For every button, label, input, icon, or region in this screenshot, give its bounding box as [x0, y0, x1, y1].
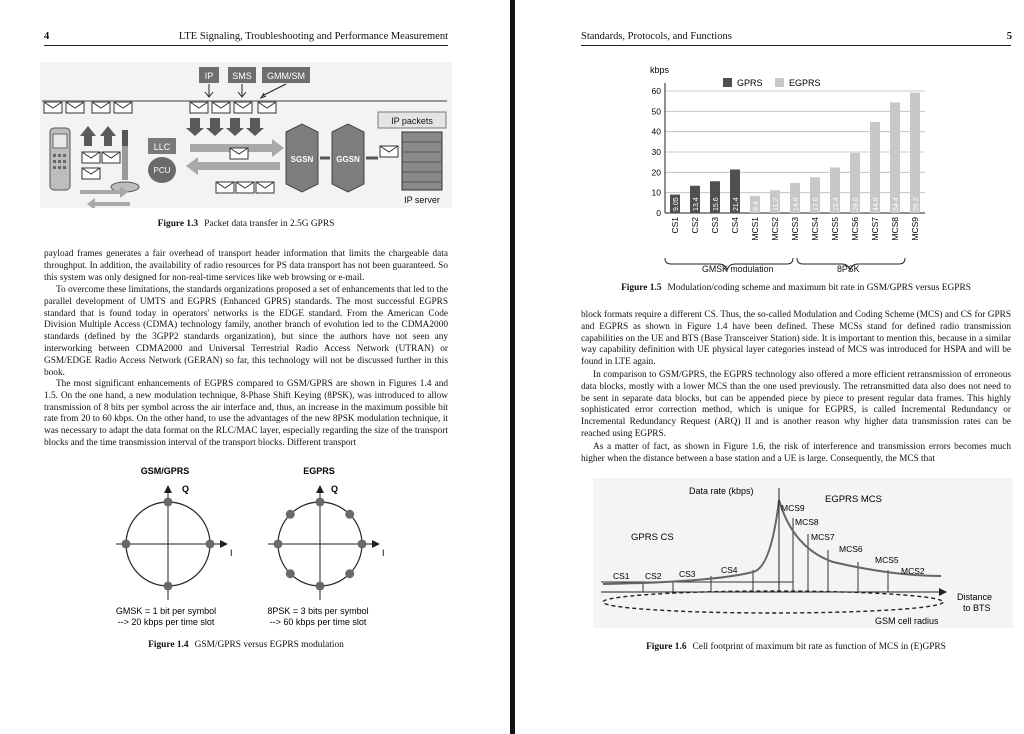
sgsn-icon — [286, 124, 318, 192]
bar — [890, 102, 900, 213]
x-tick-label: CS2 — [690, 217, 700, 234]
figure-1-5-caption: Figure 1.5 Modulation/coding scheme and maximum bit rate in GSM/GPRS versus EGPRS — [621, 283, 971, 293]
svg-text:IP server: IP server — [404, 195, 440, 205]
sms-box — [228, 67, 256, 83]
x-tick-labels — [670, 217, 920, 241]
svg-text:CS4: CS4 — [721, 565, 738, 575]
gmm-sm-box — [262, 67, 310, 83]
y-tick-label: 60 — [651, 86, 661, 96]
svg-text:IP: IP — [204, 71, 214, 81]
bar-value-label: 59.2 — [913, 197, 920, 211]
x-tick-label: MCS7 — [870, 217, 880, 241]
svg-text:Q: Q — [331, 484, 339, 494]
figure-1-6-caption: Figure 1.6 Cell footprint of maximum bit rate as function of MCS in (E)GPRS — [646, 642, 946, 652]
svg-text:IP packets: IP packets — [391, 116, 433, 126]
right-paragraph-2: In comparison to GSM/GPRS, the EGPRS technology also offered a more efficient retransmission of erroneous data blocks, mostly with a lower MCS than the one used previously. The retransmitted data also does not need to be sent in separate data blocks, but can be appended piece by piece to present regular data frames. This highly sophisticated error correction method, which is unique for EGPRS, is called Incremental Redundancy or Incremental Redundancy Request (ARQ) II and is another reason why higher data transmission rates can be reached using EGPRS. — [581, 370, 1011, 439]
bar-value-label: 21.4 — [733, 197, 740, 211]
bar-value-label: 9.05 — [673, 197, 680, 211]
x-tick-label: CS4 — [730, 217, 740, 234]
mobile-phone-icon — [50, 128, 70, 190]
x-tick-label: MCS9 — [910, 217, 920, 241]
bar-value-label: 15.6 — [713, 197, 720, 211]
figure-1-4-caption: Figure 1.4 GSM/GPRS versus EGPRS modulation — [148, 640, 344, 650]
svg-text:SMS: SMS — [232, 71, 252, 81]
svg-text:Q: Q — [182, 484, 190, 494]
y-tick-label: 20 — [651, 167, 661, 178]
bar-value-label: 11.2 — [773, 197, 780, 211]
cell-radius-label: GSM cell radius — [875, 616, 939, 626]
svg-text:GMM/SM: GMM/SM — [267, 71, 305, 81]
left-paragraph-1: payload frames generates a fair overhead of transport header information that limits the chargeable data throughput. In addition, the availability of radio resources for PS data transport has not been guaranteed. So this system was only designed for non-real-time services like web browsing or e-mail. — [44, 249, 448, 283]
x-tick-label: MCS8 — [890, 217, 900, 241]
figure-1-6-diagram — [593, 478, 1013, 628]
to-bts-label: to BTS — [963, 603, 991, 613]
svg-text:I: I — [382, 548, 385, 558]
svg-text:SGSN: SGSN — [290, 155, 314, 164]
running-head: Standards, Protocols, and Functions — [581, 31, 732, 42]
bars — [670, 93, 920, 213]
page-number: 5 — [1006, 31, 1012, 42]
y-tick-label: 0 — [656, 208, 661, 218]
x-tick-label: MCS5 — [830, 217, 840, 241]
legend-swatch — [723, 78, 732, 87]
left-paragraph-3: The most significant enhancements of EGPRS compared to GSM/GPRS are shown in Figures 1.4 and 1.5. On the one hand, a new modulation technique, 8-Phase Shift Keying (8PSK), was introduced to allow transmission of 8 bits per symbol across the air interface and, thus, an increase in the maximum possible bit rate from 20 to 60 kbps. On the other hand, to use the advantages of the new 8PSK modulation technique, it was necessary to adapt the data format on the RLC/MAC layer, especially regarding the size of the transport blocks and the time transmission interval of the transport blocks. Different transport — [44, 379, 448, 448]
svg-text:CS2: CS2 — [645, 571, 662, 581]
legend-swatch — [775, 78, 784, 87]
svg-text:MCS7: MCS7 — [811, 532, 835, 542]
svg-text:I: I — [230, 548, 233, 558]
svg-text:--> 60 kbps per time slot: --> 60 kbps per time slot — [269, 617, 367, 627]
bar-value-label: 29.6 — [853, 197, 860, 211]
constellation-point — [206, 540, 215, 549]
gprs-cs-label: GPRS CS — [631, 532, 674, 543]
x-tick-label: MCS4 — [810, 217, 820, 241]
group-braces — [665, 258, 905, 270]
distance-label: Distance — [957, 592, 993, 602]
figure-1-3-caption: Figure 1.3 Packet data transfer in 2.5G GPRS — [157, 219, 335, 229]
bar-value-label: 13.4 — [693, 197, 700, 211]
svg-text:PCU: PCU — [153, 166, 171, 175]
x-tick-label: MCS2 — [770, 217, 780, 241]
constellation-point — [164, 582, 173, 591]
x-tick-label: CS1 — [670, 217, 680, 234]
ip-server-icon — [402, 132, 442, 205]
right-page — [515, 0, 1024, 734]
svg-text:8PSK = 3 bits per symbol: 8PSK = 3 bits per symbol — [267, 606, 369, 616]
figure-1-3-diagram — [40, 62, 452, 208]
x-tick-label: MCS6 — [850, 217, 860, 241]
pcu-icon — [148, 157, 176, 183]
legend-label: EGPRS — [789, 78, 821, 88]
egprs-mcs-label: EGPRS MCS — [825, 494, 883, 505]
svg-text:MCS6: MCS6 — [839, 544, 863, 554]
y-axis-label: kbps — [650, 65, 670, 75]
y-tick-label: 10 — [651, 187, 661, 198]
chart-legend — [723, 78, 821, 88]
y-tick-label: 50 — [651, 106, 661, 117]
egprs-title: EGPRS — [303, 466, 335, 476]
svg-text:CS3: CS3 — [679, 569, 696, 579]
8psk-group-label: 8PSK — [837, 264, 860, 274]
header-rule — [44, 45, 448, 46]
gsm-gprs-title: GSM/GPRS — [140, 466, 190, 476]
bar-value-label: 8.4 — [753, 201, 760, 211]
data-rate-label: Data rate (kbps) — [689, 486, 754, 496]
svg-text:MCS8: MCS8 — [795, 517, 819, 527]
ip-packets-box — [378, 112, 446, 128]
svg-text:MCS5: MCS5 — [875, 555, 899, 565]
constellation-point — [164, 498, 173, 507]
constellation-point — [122, 540, 131, 549]
llc-box — [148, 138, 176, 154]
y-tick-label: 40 — [651, 126, 661, 137]
left-page — [0, 0, 510, 734]
running-head: LTE Signaling, Troubleshooting and Performance Measurement — [178, 31, 448, 42]
page-number: 4 — [44, 31, 50, 42]
bar-value-label: 44.8 — [873, 197, 880, 211]
svg-text:MCS9: MCS9 — [781, 503, 805, 513]
right-paragraph-3: As a matter of fact, as shown in Figure 1.6, the risk of interference and transmission errors becomes much higher when the distance between a base station and a UE is large. Consequently, the MCS that — [581, 442, 1011, 464]
right-paragraph-1: block formats require a different CS. Thus, the so-called Modulation and Coding Scheme (MCS) and CS for GPRS and EGPRS as shown in Figure 1.4 have been defined. These MCSs stand for defined radio transmission capabilities on the UE and BTS (Base Transceiver Station) side. It is important to mention this, because in a similar way capability definition with UE physical layer categories instead of MCS was introduced for HSPA and will be found in LTE again. — [581, 310, 1011, 368]
y-tick-label: 30 — [651, 147, 661, 157]
bar — [910, 93, 920, 213]
x-tick-label: CS3 — [710, 217, 720, 234]
x-tick-label: MCS1 — [750, 217, 760, 241]
ggsn-icon — [332, 124, 364, 192]
figure-1-5-bar-chart — [635, 58, 935, 276]
figure-1-4-diagram — [100, 462, 400, 632]
ip-box — [199, 67, 219, 83]
bar-value-label: 54.4 — [893, 197, 900, 211]
gmsk-group-label: GMSK modulation — [702, 264, 774, 274]
header-rule — [581, 45, 1011, 46]
svg-text:MCS2: MCS2 — [901, 566, 925, 576]
bar-value-label: 22.4 — [833, 197, 840, 211]
left-paragraph-2: To overcome these limitations, the standards organizations proposed a set of enhancements that led to the parallel development of UMTS and EGPRS (Enhanced GPRS) standards. The most successful EGPRS standard that is found today in operators' networks is the EDGE standard. From the American Code Division Multiple Access (CDMA) technology family, another branch of evolution led to the CDMA2000 standards (defined by the 3GPP2 standards organization), but since the authors have not seen any interworking between CDMA2000 and Universal Terrestrial Radio Access Network (UTRAN) or GSM/EDGE Radio Access Network (GERAN) so far, this technology will not be discussed further in this book. — [44, 285, 448, 378]
svg-text:GGSN: GGSN — [336, 155, 360, 164]
bar-value-label: 14.8 — [793, 197, 800, 211]
legend-label: GPRS — [737, 78, 763, 88]
svg-text:--> 20 kbps per time slot: --> 20 kbps per time slot — [117, 617, 215, 627]
x-tick-label: MCS3 — [790, 217, 800, 241]
svg-text:CS1: CS1 — [613, 571, 630, 581]
svg-text:GMSK = 1 bit per symbol: GMSK = 1 bit per symbol — [115, 606, 217, 616]
bar-value-label: 17.6 — [813, 197, 820, 211]
svg-text:LLC: LLC — [153, 142, 171, 152]
